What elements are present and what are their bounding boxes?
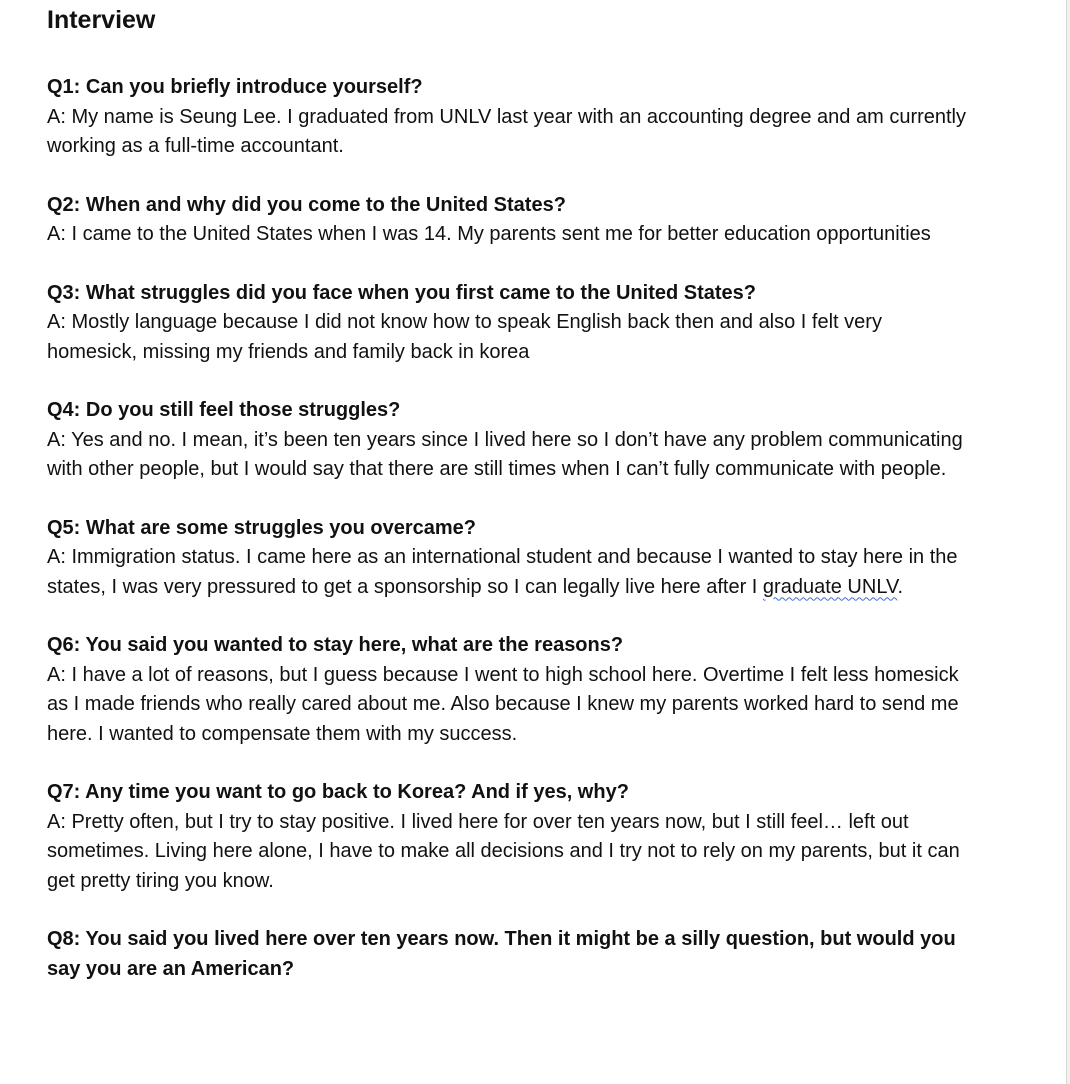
document-body[interactable] [47, 0, 967, 984]
question-2: Q2: When and why did you come to the United States? [47, 193, 566, 216]
question-4: Q4: Do you still feel those struggles? [47, 399, 401, 421]
question-1: Q1: Can you briefly introduce yourself? [47, 76, 423, 98]
question-3: Q3: What struggles did you face when you first came to the United States? [47, 281, 756, 304]
qa-item-2 [47, 191, 967, 250]
qa-item-6 [47, 631, 967, 749]
answer-7: A: Pretty often, but I try to stay positive. I lived here for over ten years now, but I still feel… left out sometimes. Living here alone, I have to make all decisions and I try not to rely on my parents, but it can get pretty tiring you know. [47, 810, 960, 892]
answer-2: A: I came to the United States when I was 14. My parents sent me for better education opportunities [47, 223, 931, 245]
answer-3: A: Mostly language because I did not know how to speak English back then and also I felt very homesick, missing my friends and family back in korea [47, 311, 882, 363]
qa-item-3 [47, 279, 967, 368]
answer-4: A: Yes and no. I mean, it’s been ten years since I lived here so I don’t have any problem communicating with other people, but I would say that there are still times when I can’t fully communicate with people. [47, 428, 963, 480]
qa-item-8 [47, 925, 967, 984]
question-7: Q7: Any time you want to go back to Korea? And if yes, why? [47, 781, 629, 803]
question-5: Q5: What are some struggles you overcame? [47, 516, 477, 539]
answer-6: A: I have a lot of reasons, but I guess because I went to high school here. Overtime I felt less homesick as I made friends who really cared about me. Also because I knew my parents worked hard to send me here. I wanted to compensate them with my success. [47, 663, 959, 745]
qa-item-4 [47, 396, 967, 485]
qa-item-5 [47, 514, 967, 603]
answer-1: A: My name is Seung Lee. I graduated from UNLV last year with an accounting degree and am currently working as a full-time accountant. [47, 105, 967, 157]
answer-5-text: A: Immigration status. I came here as an international student and because I wanted to stay here in the states, I was very pressured to get a sponsorship so I can legally live here after I [47, 546, 958, 598]
spellcheck-flagged-text[interactable]: graduate UNLV [762, 575, 898, 598]
answer-5 [47, 543, 967, 602]
question-8: Q8: You said you lived here over ten years now. Then it might be a silly question, but would you say you are an American? [47, 928, 956, 980]
document-title: Interview [47, 6, 156, 34]
answer-5-end: . [897, 575, 904, 598]
question-6: Q6: You said you wanted to stay here, what are the reasons? [47, 634, 624, 656]
qa-item-7 [47, 778, 967, 896]
qa-item-1 [47, 73, 967, 162]
